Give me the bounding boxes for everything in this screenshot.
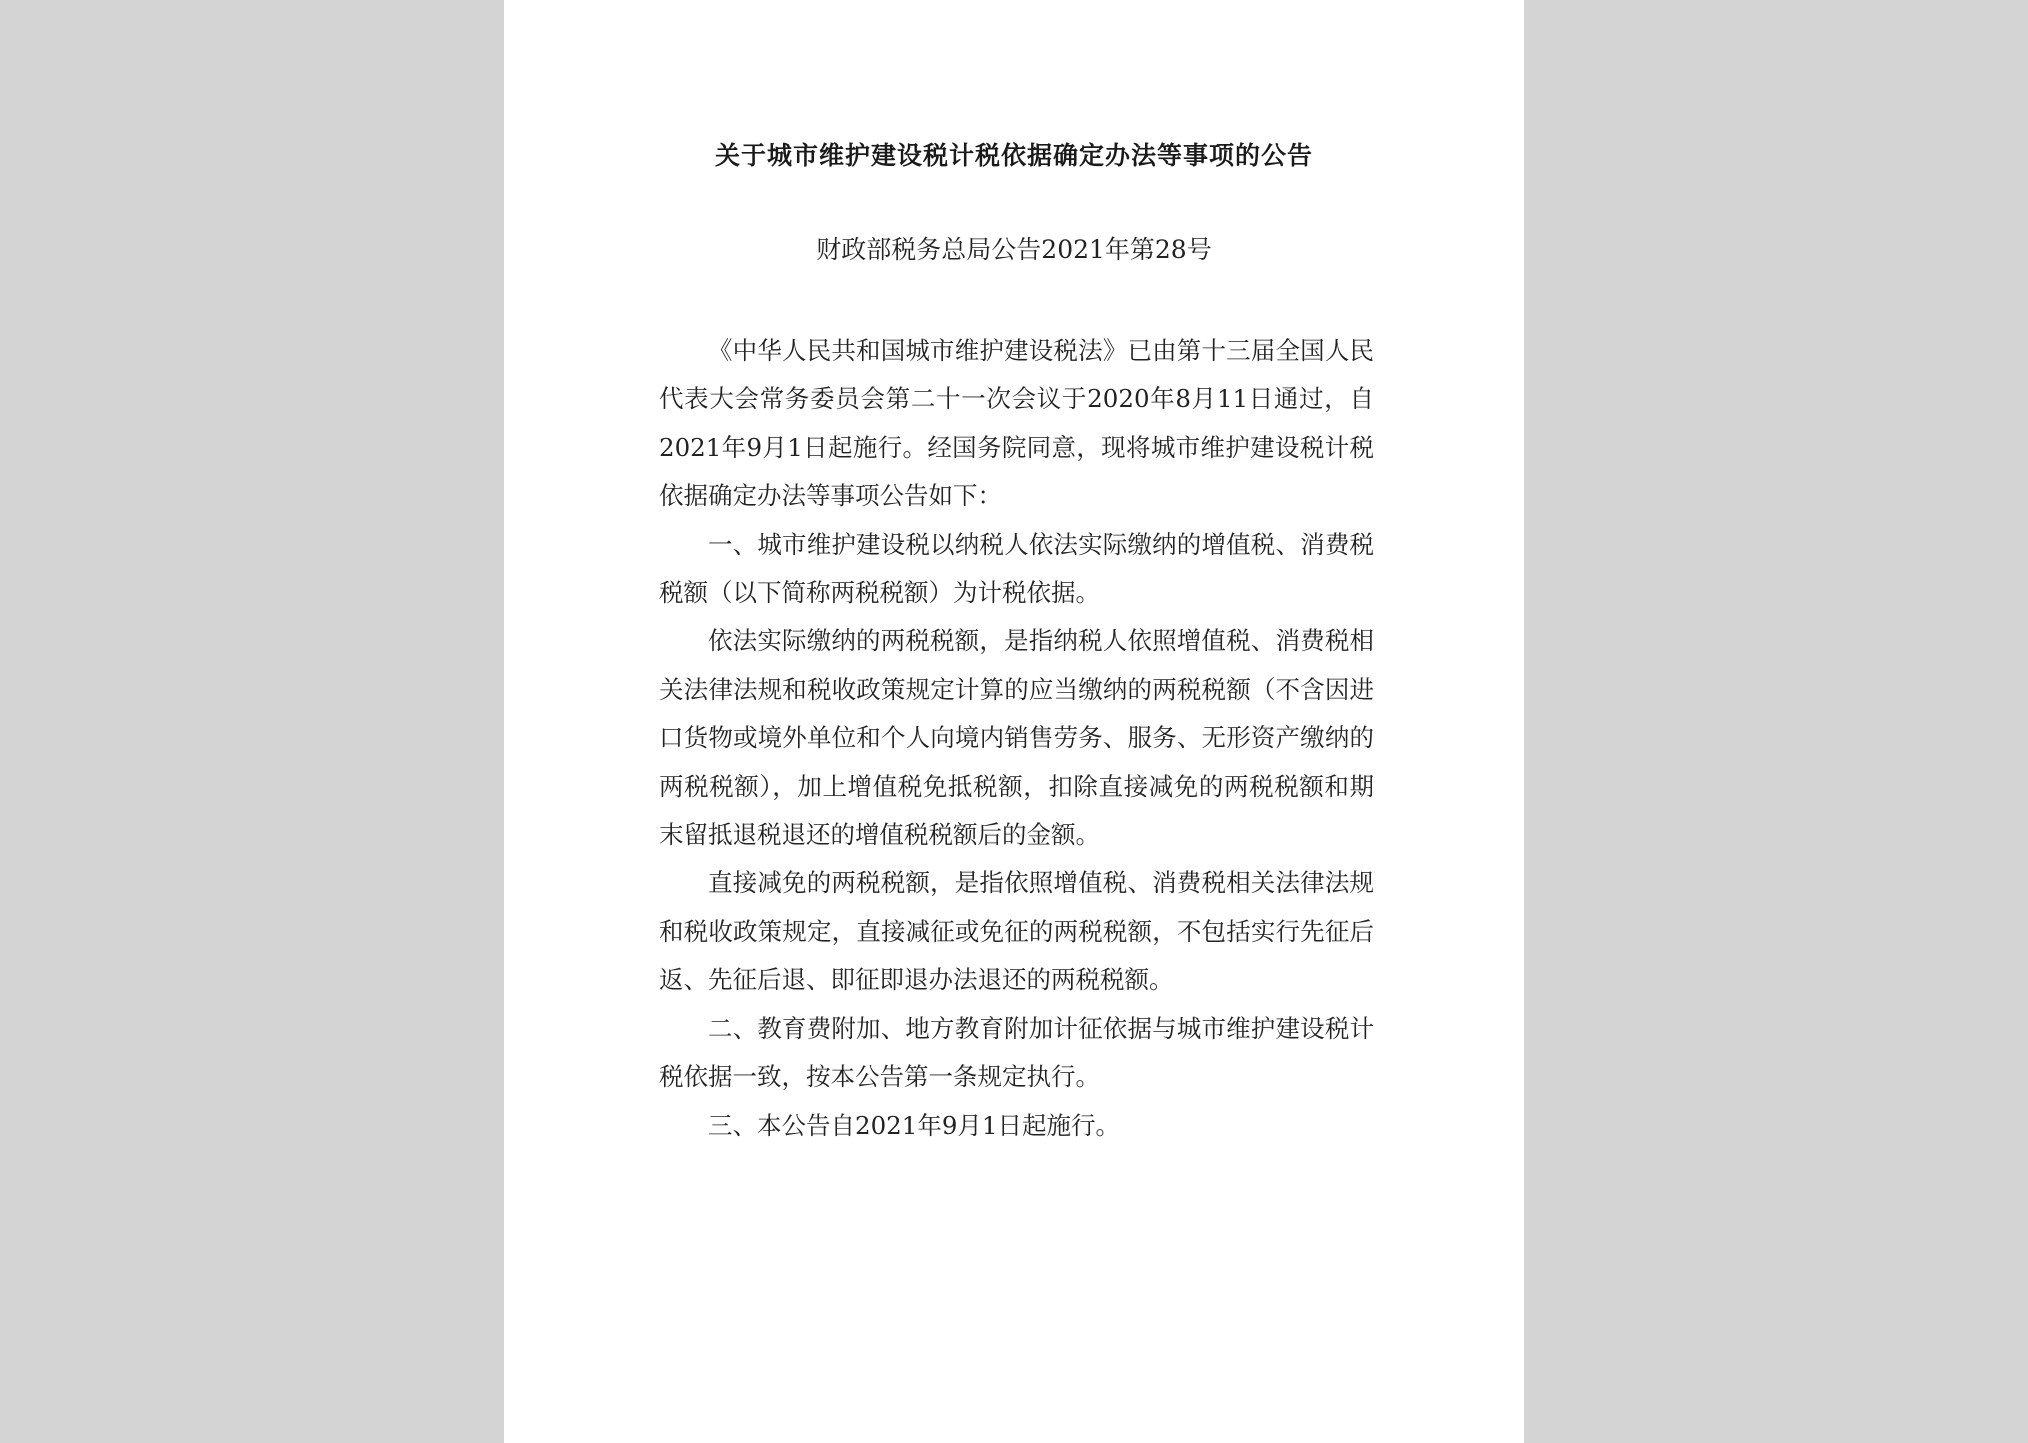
paragraph-definition-direct: 直接减免的两税税额，是指依照增值税、消费税相关法律法规和税收政策规定，直接减征或免征的两税税额，不包括实行先征后返、先征后退、即征即退办法退还的两税税额。 [659, 868, 1374, 995]
paragraph-intro: 《中华人民共和国城市维护建设税法》已由第十三届全国人民代表大会常务委员会第二十一次会议于2020年8月11日通过，自2021年9月1日起施行。经国务院同意，现将城市维护建设税计税依据确定办法等事项公告如下： [659, 336, 1374, 511]
document-body [659, 327, 1374, 1150]
paragraph-article-1: 一、城市维护建设税以纳税人依法实际缴纳的增值税、消费税税额（以下简称两税税额）为计税依据。 [659, 529, 1374, 608]
document-page [504, 0, 1524, 1443]
paragraph-article-2: 二、教育费附加、地方教育附加计征依据与城市维护建设税计税依据一致，按本公告第一条规定执行。 [659, 1013, 1374, 1092]
document-number: 财政部税务总局公告2021年第28号 [816, 235, 1212, 264]
paragraph-definition-actual: 依法实际缴纳的两税税额，是指纳税人依照增值税、消费税相关法律法规和税收政策规定计算的应当缴纳的两税税额（不含因进口货物或境外单位和个人向境内销售劳务、服务、无形资产缴纳的两税税额），加上增值税免抵税额，扣除直接减免的两税税额和期末留抵退税退还的增值税税额后的金额。 [659, 626, 1374, 850]
paragraph-article-3: 三、本公告自2021年9月1日起施行。 [708, 1110, 1121, 1140]
document-title: 关于城市维护建设税计税依据确定办法等事项的公告 [714, 141, 1313, 170]
